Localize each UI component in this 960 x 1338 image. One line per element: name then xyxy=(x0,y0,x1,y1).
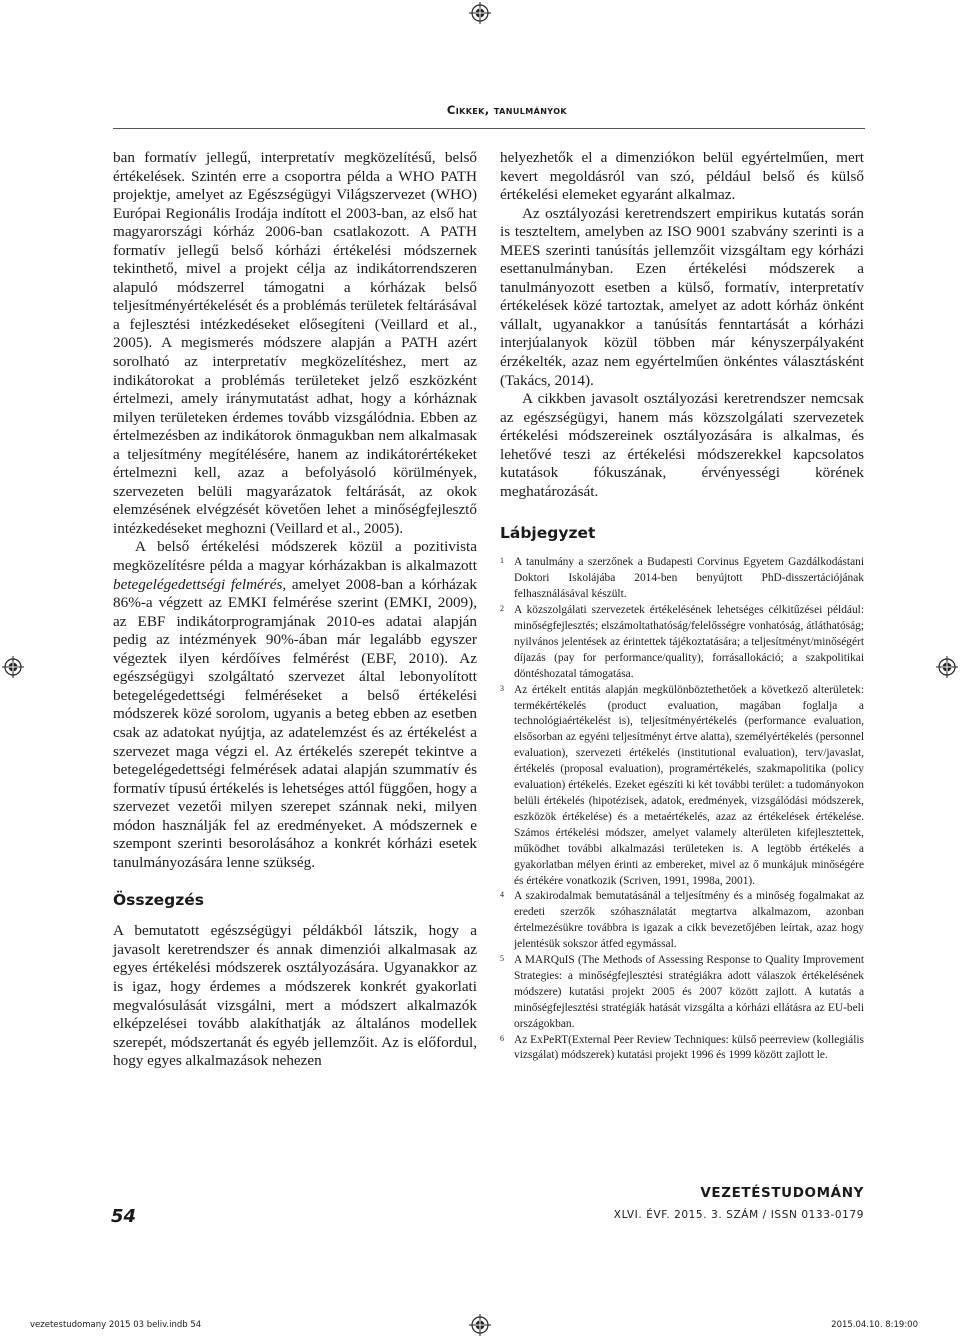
footnote xyxy=(500,683,864,890)
journal-name: VEZETÉSTUDOMÁNY xyxy=(700,1185,864,1201)
header-rule xyxy=(113,128,865,129)
section-heading-footnotes: Lábjegyzet xyxy=(500,524,596,543)
running-head: Cikkek, tanulmányok xyxy=(446,103,567,117)
body-paragraph: Az osztályozási keretrendszert empirikus kutatás során is teszteltem, amelyben az ISO 9001 szabvány szerinti is a MEES szerinti tanúsítás jellemzőit vizsgáltam egy kórházi esettanulmányban. Ezen értékelési módszerek a tanulmányozott esetben a külső, formatív, interpretatív értékelések közé tartoztak, amelyet az adott kórház önként vállalt, ugyanakkor a tanúsítás fenntartását a kórházi interjúalanyok közül többen már kényszerpályaként érzékelték, azaz nem egyértelműen önkéntes választásként (Takács, 2014). xyxy=(500,204,864,389)
registration-mark-icon xyxy=(469,1314,491,1336)
footnote xyxy=(500,953,864,1033)
paragraph-text: amelyet 2008-ban a kórházak 86%-a végzett az EMKI felmérése szerint (EMKI, 2009), az EBF indikátorprogramjának 2010-es adatai alapján pedig az intézmények 90%-ában már legalább egyszer végeztek ilyen kérdőíves felmérést (EBF, 2010). Az egészségügyi szolgáltató szervezet által lebonyolított betegelégedettségi felméréseket a belső értékelési módszerek közé sorolom, ugyanis a beteg ebben az esetben csak az adatokat nyújtja, az adatelemzést és az értékelést a szervezet maga végzi el. Az értékelés szerepét tekintve a betegelégedettségi felmérések adatai alapján szummatív és formatív típusú értékelés is lehetséges attól függően, hogy a szervezet vezetői milyen szerepet szánnak neki, milyen módon használják fel az eredményeket. A módszernek e szempont szerinti besorolásához a konkrét kórházi esetek tanulmányozására lenne szükség. xyxy=(113,575,477,871)
registration-mark-icon xyxy=(936,656,958,678)
footnote-text: Az értékelt entitás alapján megkülönböztethetőek a következő alterületek: termékértékelés (product evaluation, magában foglalja a technológiaértékelést is), teljesítményértékelés (performance evaluation, elsősorban az egyéni teljesítményt értve alatta), személyértékelés (personnel evaluation), szervezeti értékelés (institutional evaluation), terv/javaslat, értékelés (proposal evaluation), programértékelés, szakmapolitika (policy evaluation) értékelés. Ezeket egészíti ki két további terület: a tudományokon belüli értékelés (hipotézisek, adatok, eredmények, vizsgálódási módszerek, eszközök értékelése) és a metaértékelés, azaz az értékelések értékelése. Számos értékelési módszer, amelyet valamely alterületen kifejlesztettek, működhet további alkalmazási területeken is. A legtöbb értékelés a gyakorlatban mélyen érinti az embereket, mivel az ő munkájuk minőségére és értékére vonatkozik (Scriven, 1991, 1998a, 2001). xyxy=(514,683,864,887)
page-number: 54 xyxy=(111,1206,137,1227)
paragraph-text: A belső értékelési módszerek közül a pozitivista megközelítésre példa a magyar kórházakban is alkalmazott xyxy=(113,538,477,575)
body-paragraph: A cikkben javasolt osztályozási keretrendszer nemcsak az egészségügyi, hanem más közszolgálati szervezetek értékelési módszereinek osztályozására is alkalmas, és lehetővé teszi az értékelési módszerekkel kapcsolatos kutatások fókuszának, érvényességi körének meghatározását. xyxy=(500,390,864,500)
footnote xyxy=(500,555,864,603)
footnote xyxy=(500,603,864,683)
footnote-text: A közszolgálati szervezetek értékelésének lehetséges célkitűzései például: minőségfejlesztés; elszámoltathatóság/felelősségre vonhatóság, átláthatóság; nyilvános jelentések az érintettek tájékoztatására; a teljesítményt/minőségért díjazás (pay for performance/quality), forrásallokáció; a szakpolitikai döntéshozatal támogatása. xyxy=(514,604,864,680)
footnote xyxy=(500,889,864,953)
registration-mark-icon xyxy=(2,656,24,678)
footnote-text: A szakirodalmak bemutatásánál a teljesítmény és a minőség fogalmakat az eredeti szerzők szóhasználatát megtartva alkalmazom, azonban értelmezésükre továbbra is igazak a cikk bevezetőjében leírtak, azaz hogy jelentésük sokszor átfed egymással. xyxy=(514,890,864,951)
left-column xyxy=(113,149,477,1071)
footnote-text: A tanulmány a szerzőnek a Budapesti Corvinus Egyetem Gazdálkodástani Doktori Iskolájába 2014-ben benyújtott PhD-disszertációjának felhasználásával készült. xyxy=(514,556,864,601)
print-slug-datetime: 2015.04.10. 8:19:00 xyxy=(831,1320,918,1330)
section-heading-summary: Összegzés xyxy=(113,891,205,910)
footnote-text: A MARQuIS (The Methods of Assessing Response to Quality Improvement Strategies: a minőségfejlesztési stratégiákra adott válaszok értékelésének módszere) kutatási projekt 2005 és 2007 között zajlott. A kutatás a minőségfejlesztési stratégiák hatását vizsgálta a kórházi ellátásra az EU-beli országokban. xyxy=(514,954,864,1030)
body-paragraph: A bemutatott egészségügyi példákból látszik, hogy a javasolt keretrendszer és annak dimenziói alkalmasak az egyes értékelési módszerek osztályozására. Ugyanakkor az is igaz, hogy érdemes a módszerek konkrét gyakorlati megvalósulását vizsgálni, mert a módszert alkalmazók elképzelései tovább alakíthatják az általános modellek szerepét, módszertanát és egyéb jellemzőit. Az is előfordul, hogy egyes alkalmazások nehezen xyxy=(113,922,477,1070)
footnote xyxy=(500,1033,864,1065)
print-slug-file: vezetestudomany 2015 03 beliv.indb 54 xyxy=(30,1320,202,1330)
italic-term: betegelégedettségi felmérés, xyxy=(113,575,287,593)
footnote-number: 1 xyxy=(500,556,504,566)
registration-mark-icon xyxy=(469,2,491,24)
footnote-number: 2 xyxy=(500,604,504,614)
body-paragraph: helyezhetők el a dimenziókon belül egyértelműen, mert kevert megoldásról van szó, például belső és külső értékelési elemeket egyaránt alkalmaz. xyxy=(500,149,864,204)
body-paragraph xyxy=(113,538,477,872)
footnote-number: 4 xyxy=(500,890,504,900)
footnote-list xyxy=(500,555,864,1064)
journal-issue: XLVI. ÉVF. 2015. 3. SZÁM / ISSN 0133-0179 xyxy=(613,1209,864,1221)
footnote-number: 3 xyxy=(500,683,504,693)
right-column xyxy=(500,149,864,1064)
body-paragraph: ban formatív jellegű, interpretatív megközelítésű, belső értékelések. Szintén erre a csoportra példa a WHO PATH projektje, amelyet az Egészségügyi Világszervezet (WHO) Európai Regionális Irodája indított el 2003-ban, az első hat magyarországi kórház 2006-ban csatlakozott. A PATH formatív jellegű belső kórházi értékelési módszernek tekinthető, mivel a projekt célja az indikátorrendszeren alapuló módszerrel támogatni a kórházak belső teljesítményértékelését és a problémás területek feltárásával a fejlesztési intézkedéseket elősegíteni (Veillard et al., 2005). A megismerés módszere alapján a PATH azért sorolható az interpretatív megközelítéshez, mert az indikátorokat a problémás területeket jelző eszközként értelmezi, amely iránymutatást adhat, hogy a kórháznak milyen területeken érdemes tovább vizsgálódnia. Ebben az értelmezésben az indikátorok önmagukban nem alkalmasak a teljesítmény megítélésére, hanem az indikátorértékeket értelmezni kell, azaz a befolyásoló körülmények, szervezeten belüli magyarázatok feltárását, az okok elemzésének elvégzését követően lehet a minőségfejlesztő intézkedéseket meghozni (Veillard et al., 2005). xyxy=(113,149,477,537)
footnote-number: 5 xyxy=(500,954,504,964)
footnote-number: 6 xyxy=(500,1033,504,1043)
footnote-text: Az ExPeRT(External Peer Review Techniques: külső peerreview (kollegiális vizsgálat) módszerek) kutatási projekt 1996 és 1999 között zajlott le. xyxy=(514,1033,864,1062)
